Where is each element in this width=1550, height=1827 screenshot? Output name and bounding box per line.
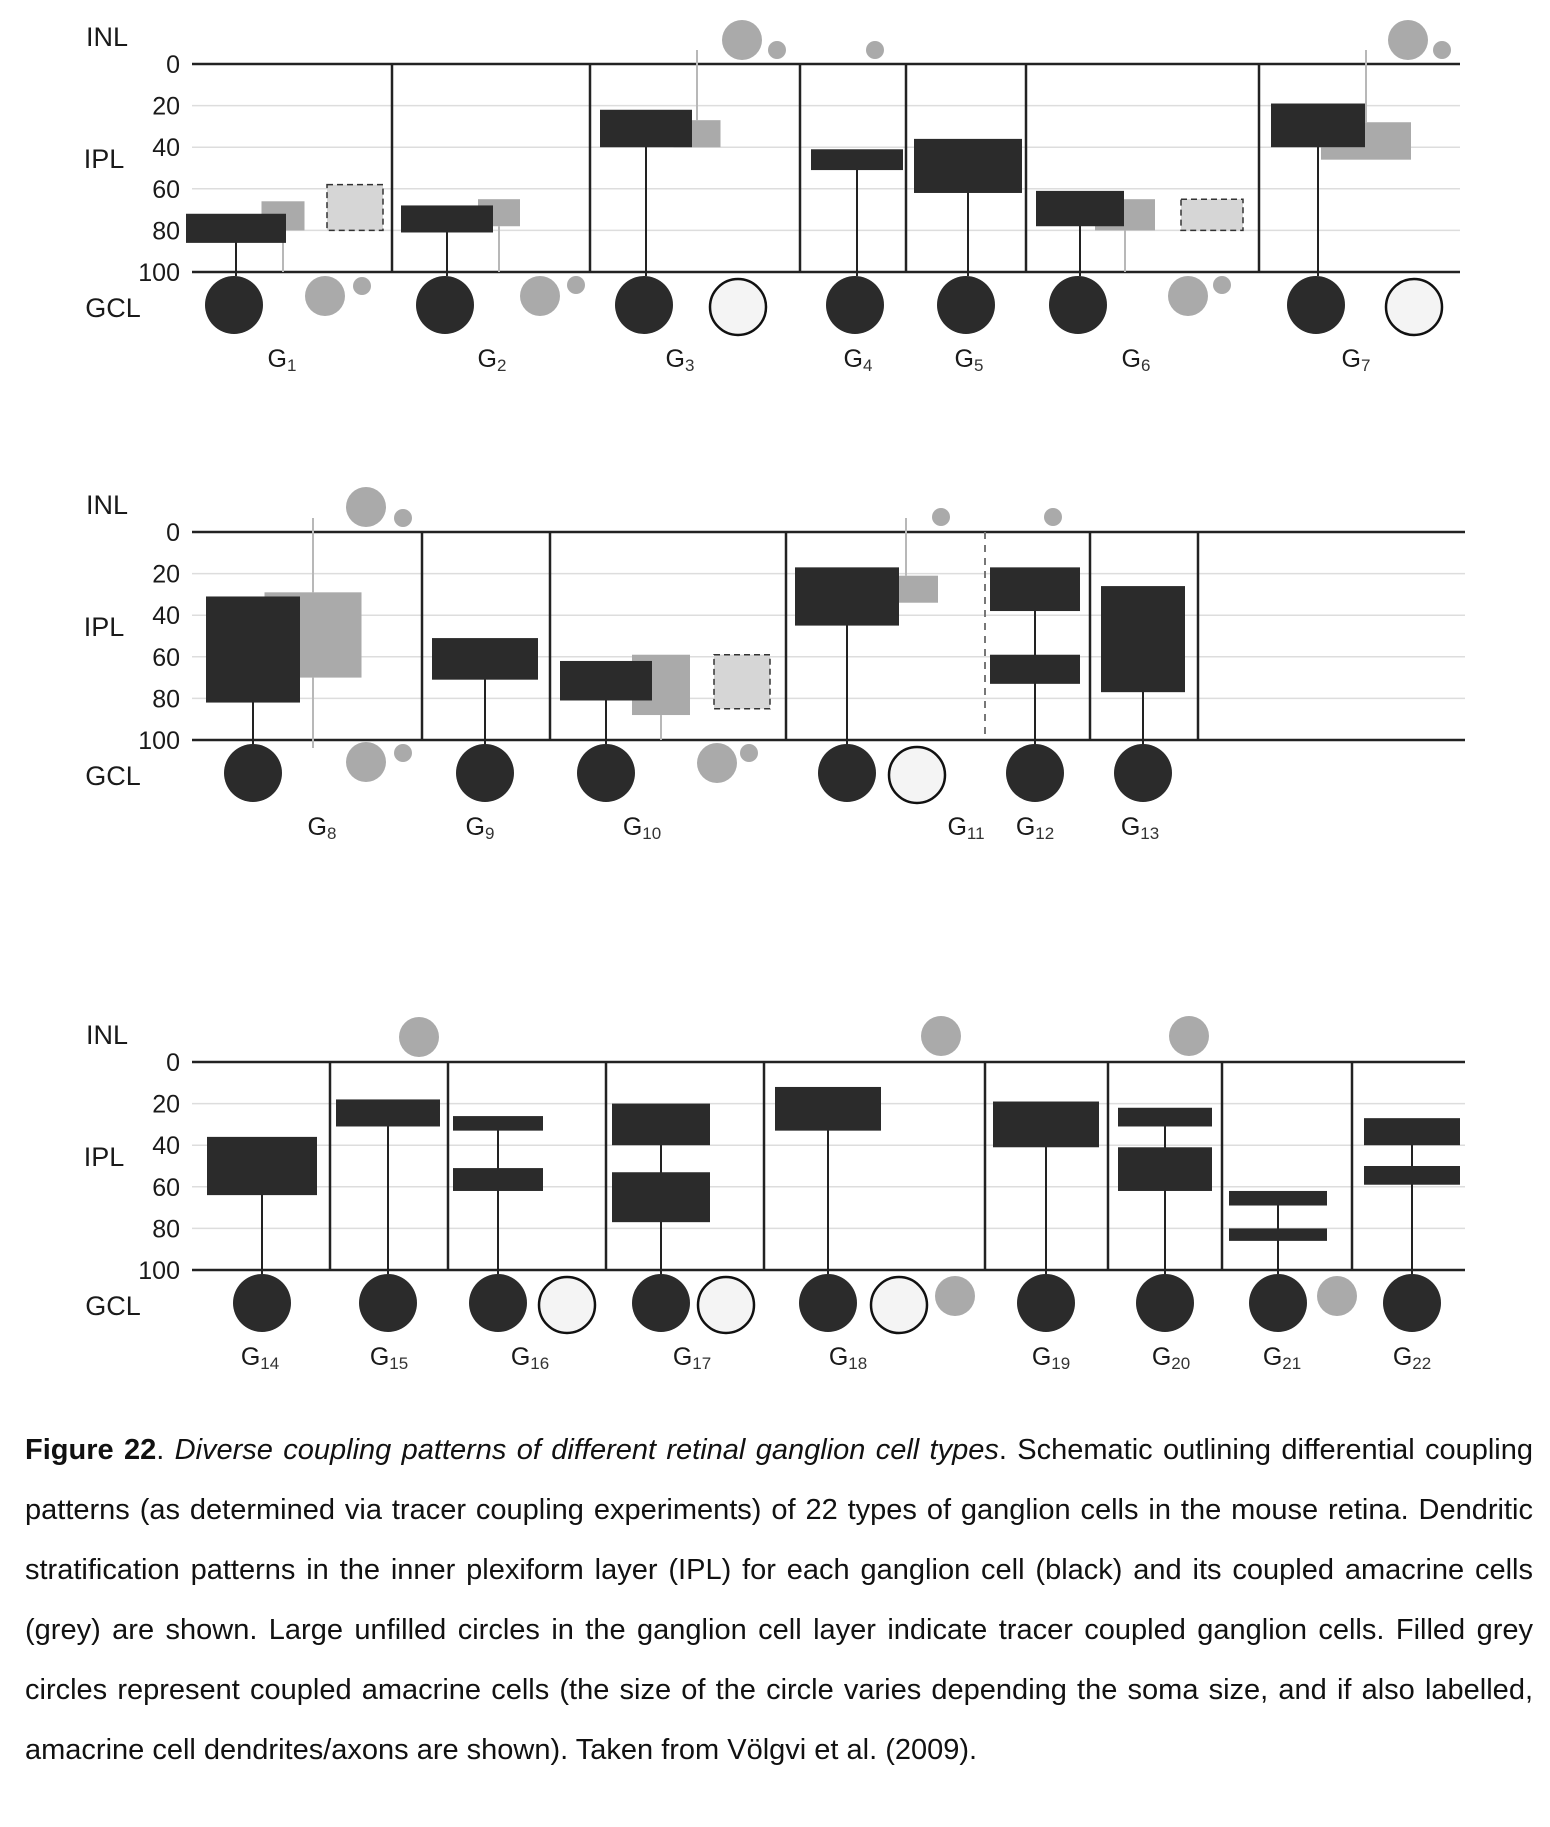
ganglion-cell-g11-soma bbox=[818, 744, 876, 802]
cell-label-number: 9 bbox=[484, 824, 495, 843]
ganglion-cell-g9-soma bbox=[456, 744, 514, 802]
cell-label-number: 15 bbox=[389, 1354, 409, 1373]
amacrine-axon-band bbox=[1181, 199, 1243, 230]
gcl-label: GCL bbox=[85, 761, 141, 791]
ganglion-dendrite-band bbox=[1364, 1166, 1460, 1185]
cell-label-number: 20 bbox=[1171, 1354, 1191, 1373]
cell-label-number: 1 bbox=[286, 356, 297, 375]
ganglion-cell-g10-soma bbox=[577, 744, 635, 802]
depth-tick-label: 100 bbox=[138, 1257, 180, 1285]
ganglion-cell-g4-label bbox=[844, 345, 873, 375]
cell-label-number: 21 bbox=[1282, 1354, 1302, 1373]
amacrine-soma-large bbox=[399, 1017, 439, 1057]
coupled-ganglion-soma bbox=[698, 1277, 754, 1333]
ganglion-dendrite-band bbox=[336, 1099, 440, 1126]
ganglion-cell-g2-soma bbox=[416, 276, 474, 334]
cell-label-prefix: G bbox=[1341, 345, 1361, 373]
ganglion-cell-g1-soma bbox=[205, 276, 263, 334]
cell-label-number: 13 bbox=[1140, 824, 1160, 843]
cell-label-prefix: G bbox=[267, 345, 287, 373]
ganglion-cell-g1-label bbox=[268, 345, 297, 375]
cell-label-prefix: G bbox=[307, 813, 327, 841]
ganglion-dendrite-band bbox=[612, 1172, 710, 1222]
ganglion-cell-g10-label bbox=[623, 813, 661, 843]
ganglion-cell-g14-label bbox=[241, 1343, 279, 1373]
ipl-label: IPL bbox=[83, 1142, 125, 1172]
depth-tick-label: 40 bbox=[152, 1132, 180, 1161]
depth-tick-label: 60 bbox=[152, 643, 180, 672]
ipl-label: IPL bbox=[83, 612, 125, 642]
figure-title: Diverse coupling patterns of different retinal ganglion cell types bbox=[174, 1434, 999, 1466]
amacrine-soma-large bbox=[921, 1016, 961, 1056]
ganglion-dendrite-band bbox=[1229, 1191, 1327, 1206]
inl-label: INL bbox=[85, 22, 129, 52]
ganglion-cell-g18-label bbox=[829, 1343, 867, 1373]
cell-label-prefix: G bbox=[1031, 1343, 1052, 1371]
ganglion-cell-g16-soma bbox=[469, 1274, 527, 1332]
ganglion-dendrite-band bbox=[1364, 1118, 1460, 1145]
ganglion-cell-g7-soma bbox=[1287, 276, 1345, 334]
cell-label-prefix: G bbox=[1262, 1343, 1283, 1371]
ganglion-cell-g19-label bbox=[1032, 1343, 1070, 1373]
amacrine-soma-small bbox=[567, 276, 585, 294]
amacrine-axon-band bbox=[714, 655, 770, 709]
depth-tick-label: 60 bbox=[152, 175, 180, 204]
depth-tick-label: 80 bbox=[152, 217, 180, 246]
gcl-label: GCL bbox=[85, 293, 141, 323]
ganglion-cell-g13-label bbox=[1121, 813, 1159, 843]
amacrine-soma-small bbox=[353, 277, 371, 295]
amacrine-soma-large bbox=[1169, 1016, 1209, 1056]
amacrine-soma-gcl-small bbox=[394, 744, 412, 762]
amacrine-axon-band bbox=[327, 185, 383, 231]
amacrine-soma-small bbox=[740, 744, 758, 762]
cell-label-prefix: G bbox=[1151, 1343, 1172, 1371]
coupled-ganglion-soma bbox=[1386, 279, 1442, 335]
cell-label-number: 12 bbox=[1035, 824, 1055, 843]
ganglion-dendrite-band bbox=[186, 214, 286, 243]
ganglion-cell-g16-label bbox=[511, 1343, 549, 1373]
depth-tick-label: 100 bbox=[138, 259, 180, 287]
ganglion-cell-g19-soma bbox=[1017, 1274, 1075, 1332]
amacrine-soma-large bbox=[722, 20, 762, 60]
ganglion-cell-g6-soma bbox=[1049, 276, 1107, 334]
cell-label-number: 3 bbox=[684, 356, 695, 375]
ganglion-dendrite-band bbox=[401, 205, 493, 232]
cell-label-prefix: G bbox=[947, 813, 967, 841]
depth-tick-label: 20 bbox=[152, 1090, 180, 1119]
amacrine-soma-small bbox=[866, 41, 884, 59]
ganglion-cell-g20-label bbox=[1152, 1343, 1190, 1373]
amacrine-soma-small bbox=[1213, 276, 1231, 294]
cell-label-prefix: G bbox=[1015, 813, 1036, 841]
amacrine-soma-small bbox=[1433, 41, 1451, 59]
ganglion-dendrite-band bbox=[990, 655, 1080, 684]
ganglion-cell-g11-label bbox=[947, 813, 984, 843]
ganglion-cell-g17-soma bbox=[632, 1274, 690, 1332]
ganglion-dendrite-band bbox=[432, 638, 538, 680]
cell-label-prefix: G bbox=[1120, 813, 1141, 841]
cell-label-number: 19 bbox=[1051, 1354, 1071, 1373]
cell-label-prefix: G bbox=[665, 345, 685, 373]
caption-body: Schematic outlining differential coupling patterns (as determined via tracer coupling experiments) of 22 types of ganglion cells in the mouse retina. Dendritic stratification patterns in the inner plexiform layer (IPL) for each ganglion cell (black) and its coupled amacrine cells (grey) are shown. Large unfilled circles in the ganglion cell layer indicate tracer coupled ganglion cells. Filled grey circles represent coupled amacrine cells (the size of the circle varies depending the soma size, and if also labelled, amacrine cell dendrites/axons are shown). Taken from Völgvi et al. (2009). bbox=[25, 1434, 1534, 1766]
ganglion-cell-g21-label bbox=[1263, 1343, 1301, 1373]
ganglion-cell-g22-soma bbox=[1383, 1274, 1441, 1332]
coupled-ganglion-soma bbox=[710, 279, 766, 335]
cell-label-prefix: G bbox=[954, 345, 974, 373]
ganglion-cell-g2-label bbox=[478, 345, 507, 375]
cell-label-prefix: G bbox=[465, 813, 485, 841]
cell-label-prefix: G bbox=[672, 1343, 693, 1371]
ganglion-cell-g14-soma bbox=[233, 1274, 291, 1332]
amacrine-soma-gcl bbox=[1317, 1276, 1357, 1316]
ganglion-dendrite-band bbox=[600, 110, 692, 147]
ganglion-cell-g3-soma bbox=[615, 276, 673, 334]
ganglion-dendrite-band bbox=[990, 567, 1080, 611]
ganglion-cell-g5-label bbox=[955, 345, 984, 375]
cell-label-number: 2 bbox=[496, 356, 507, 375]
gcl-label: GCL bbox=[85, 1291, 141, 1321]
ipl-label: IPL bbox=[83, 144, 125, 174]
ganglion-dendrite-band bbox=[795, 567, 899, 625]
ganglion-cell-g13-soma bbox=[1114, 744, 1172, 802]
ganglion-dendrite-band bbox=[775, 1087, 881, 1131]
cell-label-number: 14 bbox=[260, 1354, 280, 1373]
ganglion-dendrite-band bbox=[612, 1104, 710, 1146]
coupled-ganglion-soma bbox=[871, 1277, 927, 1333]
cell-label-prefix: G bbox=[1121, 345, 1141, 373]
cell-label-prefix: G bbox=[369, 1343, 390, 1371]
ganglion-dendrite-band bbox=[993, 1102, 1099, 1148]
amacrine-soma-large bbox=[1388, 20, 1428, 60]
amacrine-soma-large bbox=[697, 743, 737, 783]
cell-label-prefix: G bbox=[240, 1343, 261, 1371]
figure-caption: Figure 22. Diverse coupling patterns of different retinal ganglion cell types. Schematic outlining differential coupling patterns (as determined via tracer coupling experiments) of 22 types of ganglion cells in the mouse retina. Dendritic stratification patterns in the inner plexiform layer (IPL) for each ganglion cell (black) and its coupled amacrine cells (grey) are shown. Large unfilled circles in the ganglion cell layer indicate tracer coupled ganglion cells. Filled grey circles represent coupled amacrine cells (the size of the circle varies depending the soma size, and if also labelled, amacrine cell dendrites/axons are shown). Taken from Völgvi et al. (2009). bbox=[25, 1434, 1534, 1766]
ganglion-dendrite-band bbox=[811, 149, 903, 170]
cell-label-number: 5 bbox=[973, 356, 984, 375]
cell-label-number: 6 bbox=[1140, 356, 1151, 375]
ganglion-dendrite-band bbox=[453, 1116, 543, 1131]
cell-label-number: 7 bbox=[1360, 356, 1371, 375]
coupled-ganglion-soma bbox=[889, 747, 945, 803]
ganglion-cell-g20-soma bbox=[1136, 1274, 1194, 1332]
amacrine-soma-large bbox=[305, 276, 345, 316]
depth-tick-label: 0 bbox=[166, 1049, 180, 1077]
cell-label-prefix: G bbox=[477, 345, 497, 373]
depth-tick-label: 80 bbox=[152, 685, 180, 714]
amacrine-soma-small bbox=[932, 508, 950, 526]
cell-label-number: 4 bbox=[862, 356, 873, 375]
ganglion-cell-g7-label bbox=[1342, 345, 1371, 375]
amacrine-soma-large bbox=[520, 276, 560, 316]
ganglion-dendrite-band bbox=[1101, 586, 1185, 692]
ganglion-dendrite-band bbox=[206, 596, 300, 702]
ganglion-cell-g12-soma bbox=[1006, 744, 1064, 802]
inl-label: INL bbox=[85, 490, 129, 520]
ganglion-cell-g6-label bbox=[1122, 345, 1151, 375]
cell-label-number: 10 bbox=[642, 824, 662, 843]
amacrine-soma-small bbox=[394, 509, 412, 527]
amacrine-soma-gcl bbox=[346, 742, 386, 782]
ganglion-dendrite-band bbox=[207, 1137, 317, 1195]
ganglion-dendrite-band bbox=[453, 1168, 543, 1191]
cell-label-number: 17 bbox=[692, 1354, 712, 1373]
ganglion-cell-g9-label bbox=[466, 813, 495, 843]
figure-number: Figure 22 bbox=[25, 1434, 157, 1466]
ganglion-cell-g17-label bbox=[673, 1343, 711, 1373]
inl-label: INL bbox=[85, 1020, 129, 1050]
depth-tick-label: 40 bbox=[152, 134, 180, 163]
ganglion-cell-g15-label bbox=[370, 1343, 408, 1373]
amacrine-soma-small bbox=[768, 41, 786, 59]
ganglion-cell-g5-soma bbox=[937, 276, 995, 334]
depth-tick-label: 60 bbox=[152, 1173, 180, 1202]
ganglion-cell-g8-label bbox=[308, 813, 337, 843]
amacrine-soma-large bbox=[1168, 276, 1208, 316]
cell-label-number: 11 bbox=[966, 824, 985, 843]
depth-tick-label: 20 bbox=[152, 92, 180, 121]
ganglion-cell-g4-soma bbox=[826, 276, 884, 334]
ganglion-cell-g15-soma bbox=[359, 1274, 417, 1332]
depth-tick-label: 100 bbox=[138, 727, 180, 755]
depth-tick-label: 40 bbox=[152, 602, 180, 631]
cell-label-number: 16 bbox=[530, 1354, 550, 1373]
ganglion-cell-g18-soma bbox=[799, 1274, 857, 1332]
amacrine-soma-small bbox=[1044, 508, 1062, 526]
ganglion-cell-g12-label bbox=[1016, 813, 1054, 843]
ganglion-cell-g22-label bbox=[1393, 1343, 1431, 1373]
ganglion-dendrite-band bbox=[1271, 104, 1365, 148]
ganglion-cell-g8-soma bbox=[224, 744, 282, 802]
coupled-ganglion-soma bbox=[539, 1277, 595, 1333]
ganglion-dendrite-band bbox=[1118, 1108, 1212, 1127]
depth-tick-label: 80 bbox=[152, 1215, 180, 1244]
cell-label-number: 8 bbox=[326, 824, 337, 843]
depth-tick-label: 0 bbox=[166, 519, 180, 547]
depth-tick-label: 0 bbox=[166, 51, 180, 79]
amacrine-soma-large bbox=[346, 487, 386, 527]
cell-label-prefix: G bbox=[843, 345, 863, 373]
ganglion-cell-g21-soma bbox=[1249, 1274, 1307, 1332]
ganglion-dendrite-band bbox=[1036, 191, 1124, 226]
ganglion-dendrite-band bbox=[914, 139, 1022, 193]
ganglion-dendrite-band bbox=[1229, 1228, 1327, 1240]
cell-label-number: 18 bbox=[848, 1354, 868, 1373]
amacrine-soma-gcl bbox=[935, 1276, 975, 1316]
cell-label-prefix: G bbox=[828, 1343, 849, 1371]
cell-label-number: 22 bbox=[1412, 1354, 1432, 1373]
cell-label-prefix: G bbox=[1392, 1343, 1413, 1371]
ganglion-dendrite-band bbox=[1118, 1147, 1212, 1191]
ganglion-cell-g3-label bbox=[666, 345, 695, 375]
ganglion-dendrite-band bbox=[560, 661, 652, 701]
depth-tick-label: 20 bbox=[152, 560, 180, 589]
cell-label-prefix: G bbox=[622, 813, 643, 841]
cell-label-prefix: G bbox=[510, 1343, 531, 1371]
